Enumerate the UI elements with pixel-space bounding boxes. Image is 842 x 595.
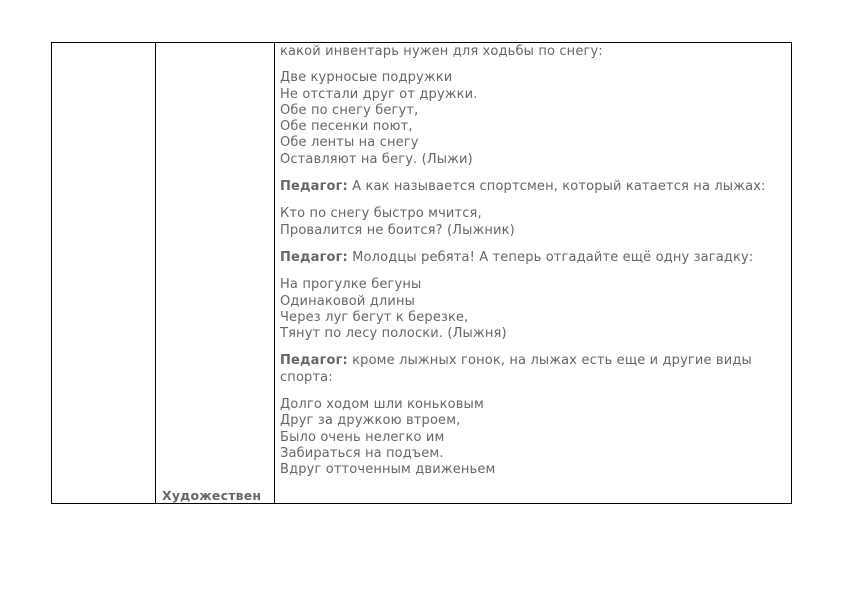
speech-text: Молодцы ребята! А теперь отгадайте ещё одну загадку: bbox=[347, 249, 754, 265]
poem-line: Друг за дружкою втроем, bbox=[280, 413, 461, 429]
section-label: Художествен bbox=[162, 488, 262, 503]
poem-line: Было очень нелегко им bbox=[280, 429, 445, 445]
speaker-label: Педагог: bbox=[280, 179, 348, 195]
speech-text: А как называется спортсмен, который катается на лыжах: bbox=[347, 179, 766, 195]
table-column-1 bbox=[52, 43, 156, 503]
teacher-speech bbox=[280, 353, 787, 386]
paragraph-text: какой инвентарь нужен для ходьбы по снегу: bbox=[280, 44, 603, 59]
speech-text: кроме лыжных гонок, на лыжах есть еще и другие виды спорта: bbox=[280, 353, 752, 385]
poem-line: Обе ленты на снегу bbox=[280, 135, 419, 151]
intro-paragraph bbox=[280, 44, 787, 60]
teacher-speech bbox=[280, 250, 787, 266]
poem-line: Не отстали друг от дружки. bbox=[280, 86, 478, 102]
poem-line: Долго ходом шли коньковым bbox=[280, 397, 484, 413]
poem-line: Через луг бегут к березке, bbox=[280, 309, 469, 325]
poem-line: На прогулке бегуны bbox=[280, 277, 422, 293]
poem-line: Обе по снегу бегут, bbox=[280, 102, 419, 118]
teacher-speech bbox=[280, 179, 787, 195]
table-column-2 bbox=[156, 43, 275, 503]
speaker-label: Педагог: bbox=[280, 249, 348, 265]
poem-line: Две курносые подружки bbox=[280, 70, 453, 86]
table-column-content bbox=[275, 43, 791, 503]
poem-line: Забираться на подъем. bbox=[280, 445, 444, 461]
poem-line: Оставляют на бегу. (Лыжи) bbox=[280, 151, 473, 167]
poem-line: Вдруг отточенным движеньем bbox=[280, 462, 496, 478]
riddle-poem bbox=[280, 277, 787, 342]
riddle-poem bbox=[280, 70, 787, 168]
riddle-poem bbox=[280, 206, 787, 239]
poem-line: Обе песенки поют, bbox=[280, 119, 413, 135]
poem-line: Провалится не боится? (Лыжник) bbox=[280, 222, 515, 238]
lesson-table bbox=[51, 42, 792, 504]
poem-line: Кто по снегу быстро мчится, bbox=[280, 206, 482, 222]
poem-line: Одинаковой длины bbox=[280, 293, 416, 309]
riddle-poem bbox=[280, 397, 787, 478]
speaker-label: Педагог: bbox=[280, 353, 348, 369]
poem-line: Тянут по лесу полоски. (Лыжня) bbox=[280, 326, 507, 342]
